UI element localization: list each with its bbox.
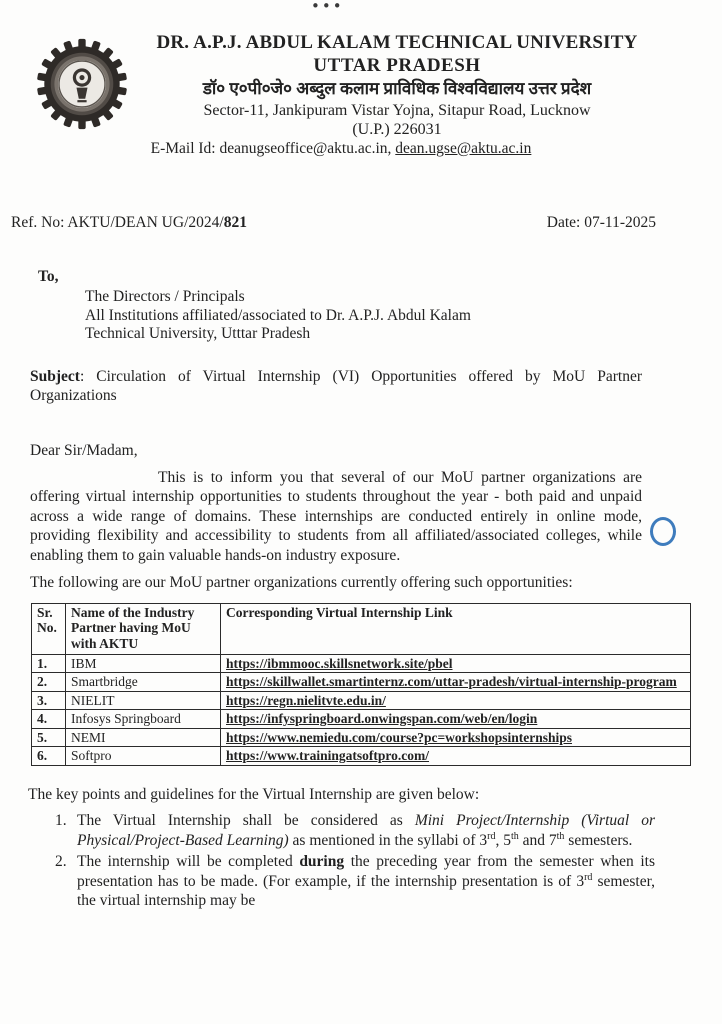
guidelines-intro: The key points and guidelines for the Virtual Internship are given below: (28, 785, 480, 803)
university-name: DR. A.P.J. ABDUL KALAM TECHNICAL UNIVERSITY (156, 32, 638, 53)
letterhead-text (128, 31, 666, 159)
sr-cell: 6. (32, 747, 66, 766)
table-row (32, 747, 691, 766)
text-segment: The Virtual Internship shall be considered as (77, 812, 415, 829)
internship-link: https://skillwallet.smartinternz.com/uttar-pradesh/virtual-internship-program (226, 674, 677, 689)
link-cell (221, 728, 691, 747)
partner-cell: Smartbridge (66, 673, 221, 692)
university-address: Sector-11, Jankipuram Vistar Yojna, Sitapur Road, Lucknow (203, 102, 591, 119)
guidelines-list (55, 811, 722, 911)
internship-link: https://www.trainingatsoftpro.com/ (226, 748, 430, 763)
sr-cell: 4. (32, 710, 66, 729)
item-number: 2. (55, 853, 67, 870)
table-header-row (32, 603, 691, 654)
email-label: E-Mail Id: (150, 140, 220, 157)
ordinal-suffix: th (556, 830, 565, 842)
university-logo (36, 35, 128, 133)
internship-link: https://infyspringboard.onwingspan.com/web/en/login (226, 711, 538, 726)
subject-label: Subject (30, 367, 80, 385)
partner-cell: NIELIT (66, 691, 221, 710)
partner-cell: NEMI (66, 728, 221, 747)
email-primary: deanugseoffice@aktu.ac.in (219, 140, 388, 157)
body-paragraph-2: The following are our MoU partner organizations currently offering such opportunities: (30, 574, 573, 591)
university-name-hindi: डॉ० ए०पी०जे० अब्दुल कलाम प्राविधिक विश्वविद्यालय उत्तर प्रदेश (202, 79, 592, 98)
salutation: Dear Sir/Madam, (30, 441, 138, 459)
sr-cell: 3. (32, 691, 66, 710)
mou-partner-table (31, 603, 691, 766)
ordinal-suffix: rd (584, 871, 593, 883)
partner-cell: Infosys Springboard (66, 710, 221, 729)
table-row (32, 728, 691, 747)
header-partner-name: Name of the Industry Partner having MoU with AKTU (66, 603, 221, 654)
guideline-item-2 (55, 852, 722, 911)
recipient-line: All Institutions affiliated/associated to Dr. A.P.J. Abdul Kalam (85, 306, 471, 324)
link-cell (221, 654, 691, 673)
internship-link: https://ibmmooc.skillsnetwork.site/pbel (226, 655, 453, 671)
header-sr-no: Sr. No. (32, 603, 66, 654)
university-pincode: (U.P.) 226031 (352, 121, 442, 138)
ref-number-line (11, 213, 247, 233)
table-row (32, 673, 691, 692)
subject-text: : Circulation of Virtual Internship (VI) Opportunities offered by MoU Partner Organizations (30, 367, 642, 404)
letterhead (0, 31, 722, 159)
link-cell (221, 673, 691, 692)
more-options-icon[interactable]: ••• (311, 0, 344, 15)
item-number: 1. (55, 812, 67, 829)
recipient-to: To, (38, 268, 59, 285)
item-text (77, 811, 655, 850)
text-segment: semesters. (564, 831, 633, 849)
text-segment: The internship will be completed (77, 853, 300, 870)
link-cell (221, 747, 691, 766)
item-text (77, 852, 655, 911)
date-line: Date: 07-11-2025 (546, 214, 656, 231)
ordinal-suffix: th (510, 830, 519, 842)
link-cell (221, 691, 691, 710)
partner-cell: Softpro (66, 747, 221, 766)
text-segment: the preceding year from the semester when its presentation has to be made. (For example, if the internship presentation is of 3 (77, 853, 656, 890)
partner-cell: IBM (66, 654, 221, 673)
text-segment: , 5 (495, 831, 511, 849)
recipient-address (85, 288, 722, 344)
annotation-circle (650, 517, 676, 546)
link-cell (221, 710, 691, 729)
header-internship-link: Corresponding Virtual Internship Link (221, 603, 691, 654)
email-separator: , (387, 140, 396, 157)
table-row (32, 710, 691, 729)
ref-number: 821 (223, 214, 247, 231)
internship-link: https://regn.nielitvte.edu.in/ (226, 692, 386, 708)
text-segment: as mentioned in the syllabi of 3 (288, 831, 488, 849)
subject-line (30, 367, 642, 406)
table-row (32, 691, 691, 710)
italic-segment: Mini Project/Internship (Virtual or Physical/Project-Based Learning) (77, 812, 656, 849)
sr-cell: 5. (32, 728, 66, 747)
table-row (32, 654, 691, 673)
text-segment: and 7 (518, 831, 557, 849)
sr-cell: 2. (32, 673, 66, 692)
email-line (72, 139, 610, 159)
ref-date-row (0, 213, 722, 233)
guideline-item-1 (55, 811, 722, 850)
text-segment: semester, the virtual internship may be (77, 872, 656, 909)
ordinal-suffix: rd (487, 830, 496, 842)
university-state: UTTAR PRADESH (313, 55, 481, 76)
recipient-line: The Directors / Principals (85, 288, 245, 305)
body-paragraph-1: This is to inform you that several of our MoU partner organizations are offering virtual internship opportunities to students throughout the year - both paid and unpaid across a wide range of domains. These internships are conducted entirely in online mode, providing flexibility and accessibility to students from all affiliated/associated colleges, while enabling them to gain valuable hands-on industry exposure. (30, 468, 642, 564)
sr-cell: 1. (32, 654, 66, 673)
recipient-line: Technical University, Utttar Pradesh (85, 325, 311, 342)
internship-link: https://www.nemiedu.com/course?pc=workshopsinternships (226, 729, 572, 745)
bold-segment: during (299, 853, 345, 870)
ref-prefix: Ref. No: AKTU/DEAN UG/2024/ (11, 214, 224, 231)
email-secondary: dean.ugse@aktu.ac.in (395, 140, 532, 157)
